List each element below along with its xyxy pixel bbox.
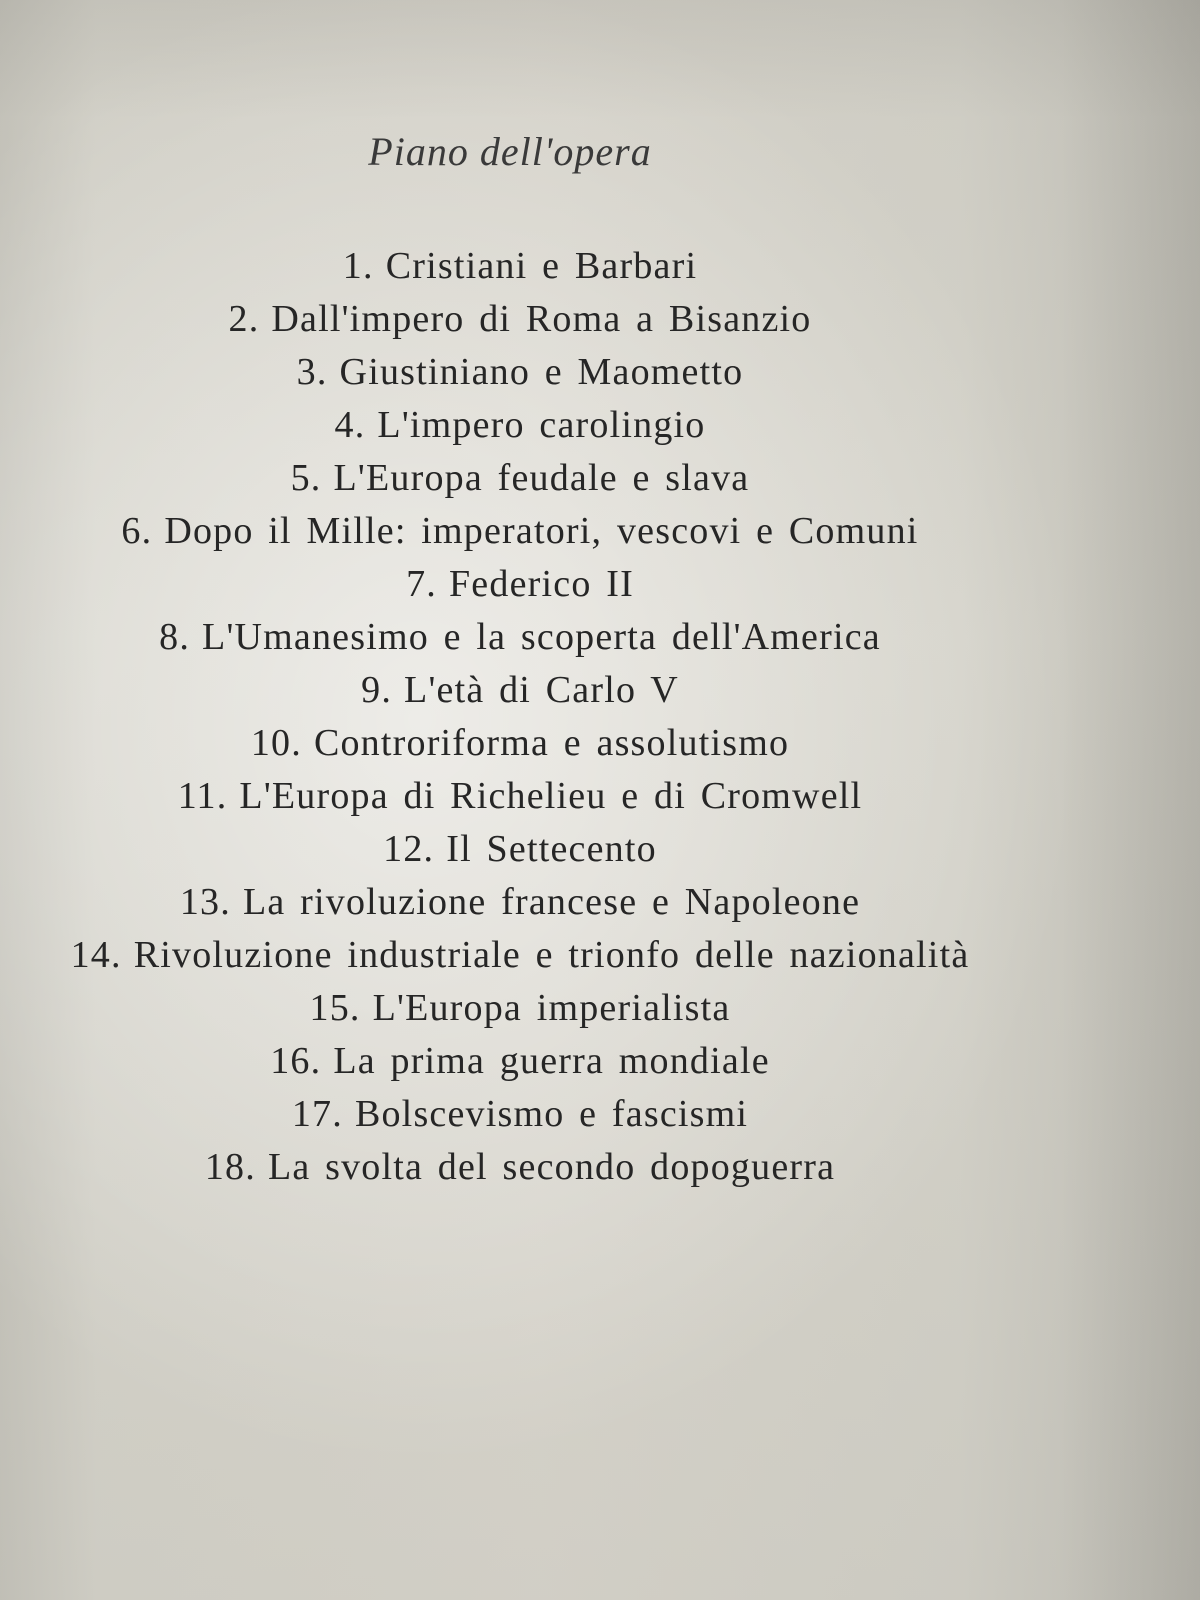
table-of-contents — [0, 240, 1040, 1194]
toc-entry — [0, 1088, 1040, 1141]
toc-entry-number: 9. — [361, 669, 393, 711]
toc-entry — [0, 293, 1040, 346]
toc-entry-title: L'età di Carlo V — [404, 669, 679, 711]
page-title: Piano dell'opera — [368, 129, 652, 174]
toc-entry-number: 6. — [121, 510, 153, 552]
toc-entry — [0, 770, 1040, 823]
toc-entry — [0, 611, 1040, 664]
toc-entry-number: 14. — [70, 934, 122, 976]
toc-entry-number: 7. — [406, 563, 437, 605]
toc-entry-number: 5. — [290, 457, 322, 499]
toc-entry — [0, 1141, 1040, 1194]
toc-entry-number: 2. — [228, 298, 260, 340]
toc-entry — [0, 452, 1040, 505]
toc-entry-number: 18. — [204, 1146, 256, 1188]
toc-entry-title: L'impero carolingio — [377, 404, 706, 446]
toc-entry-title: L'Umanesimo e la scoperta dell'America — [202, 616, 881, 658]
toc-entry-title: L'Europa di Richelieu e di Cromwell — [239, 775, 863, 817]
toc-entry-number: 12. — [383, 828, 435, 870]
page-shadow-right — [1060, 0, 1200, 1600]
toc-entry-number: 8. — [159, 616, 191, 658]
toc-entry-number: 11. — [177, 775, 228, 817]
toc-entry — [0, 982, 1040, 1035]
toc-entry — [0, 399, 1040, 452]
toc-entry-number: 16. — [270, 1040, 322, 1082]
toc-entry-title: Federico II — [448, 563, 634, 605]
toc-entry — [0, 717, 1040, 770]
toc-entry-number: 4. — [334, 404, 366, 446]
toc-entry-number: 15. — [309, 987, 361, 1029]
toc-entry-number: 10. — [250, 722, 302, 764]
toc-entry — [0, 1035, 1040, 1088]
toc-entry-title: Rivoluzione industriale e trionfo delle nazionalità — [133, 934, 970, 976]
toc-entry — [0, 876, 1040, 929]
toc-entry-number: 3. — [296, 351, 328, 393]
toc-entry-number: 1. — [342, 245, 374, 287]
toc-entry — [0, 240, 1040, 293]
toc-entry-title: Cristiani e Barbari — [385, 245, 698, 287]
toc-entry — [0, 346, 1040, 399]
toc-entry-title: Controriforma e assolutismo — [313, 722, 790, 764]
toc-entry-number: 13. — [179, 881, 231, 923]
toc-entry — [0, 929, 1040, 982]
toc-entry-title: Dopo il Mille: imperatori, vescovi e Comuni — [164, 510, 919, 552]
toc-entry-title: L'Europa imperialista — [372, 987, 731, 1029]
toc-entry-title: Giustiniano e Maometto — [339, 351, 744, 393]
toc-entry-title: La prima guerra mondiale — [333, 1040, 770, 1082]
page-shadow-top — [0, 0, 1200, 120]
toc-entry-title: Bolscevismo e fascismi — [354, 1093, 749, 1135]
toc-entry-title: Il Settecento — [446, 828, 657, 870]
toc-entry — [0, 823, 1040, 876]
toc-entry-title: La svolta del secondo dopoguerra — [267, 1146, 836, 1188]
toc-entry — [0, 505, 1040, 558]
toc-entry-title: La rivoluzione francese e Napoleone — [242, 881, 861, 923]
toc-entry — [0, 664, 1040, 717]
toc-entry-title: Dall'impero di Roma a Bisanzio — [271, 298, 812, 340]
toc-entry-number: 17. — [291, 1093, 343, 1135]
toc-entry-title: L'Europa feudale e slava — [333, 457, 750, 499]
toc-entry — [0, 558, 1040, 611]
